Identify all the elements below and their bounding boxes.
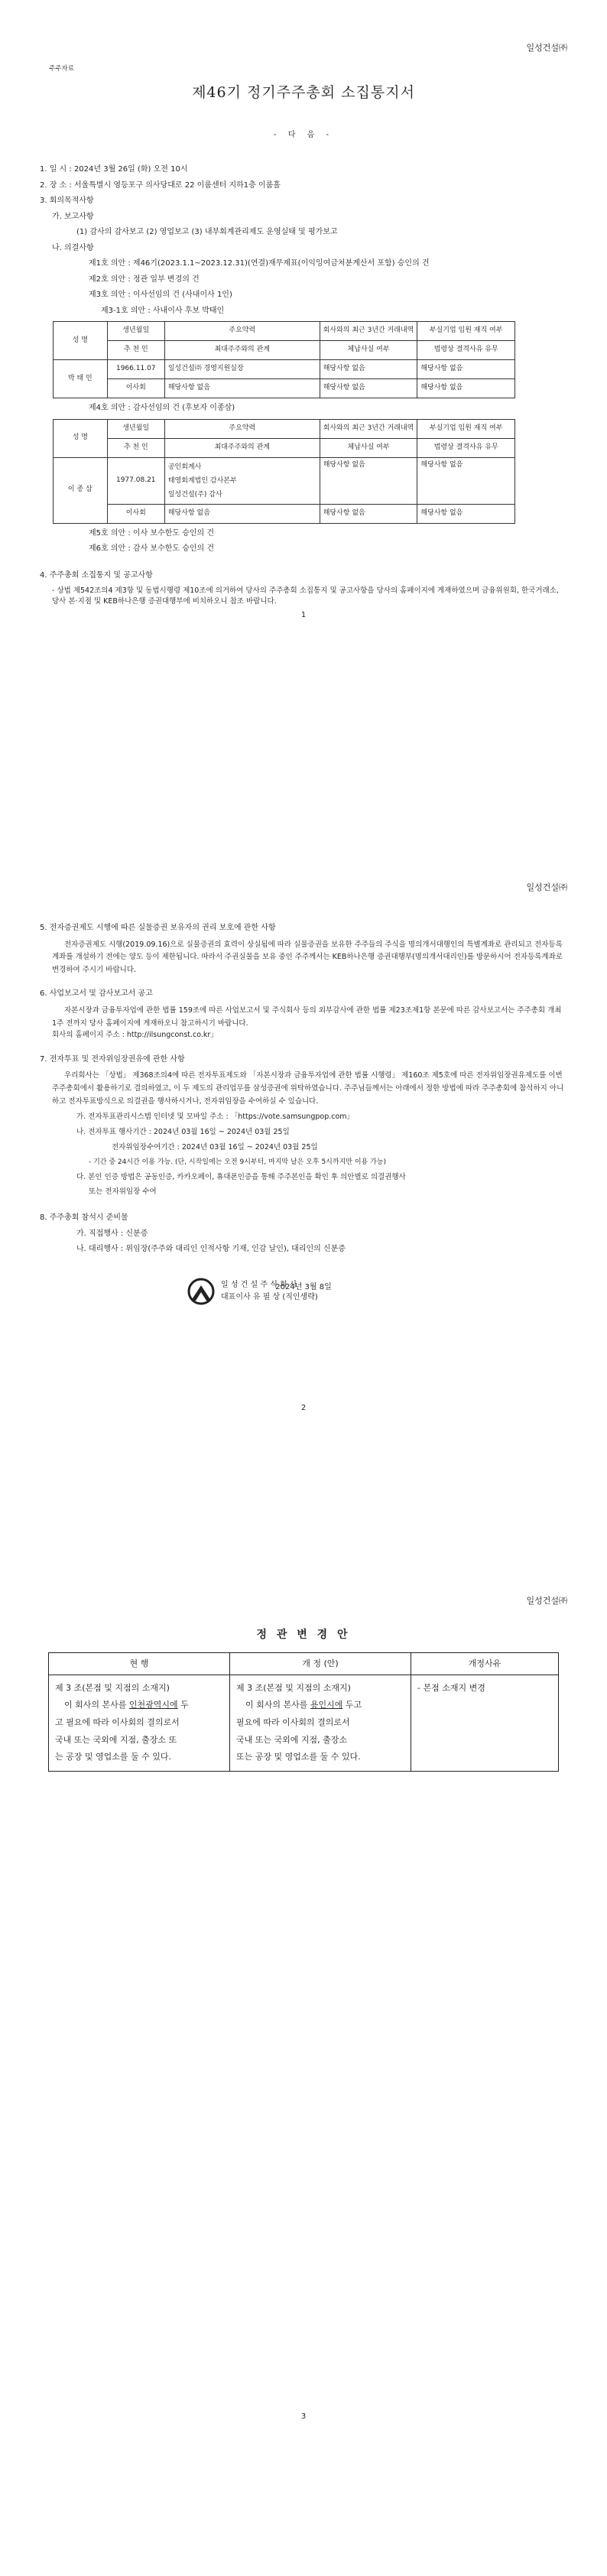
resolution-matters-heading: 나. 의결사항 — [52, 243, 94, 252]
page-2 — [0, 859, 607, 1717]
direct-vote-prep: 가. 직접행사 : 신분증 — [76, 1229, 148, 1238]
amendment-table — [48, 1652, 559, 1772]
page-2-body — [40, 923, 567, 1293]
table-cell: 해당사항 없음 — [320, 504, 417, 523]
candidate-name: 박 태 인 — [54, 360, 108, 398]
agenda-item-1: 제1호 의안 : 제46기(2023.1.1~2023.12.31)(연결)재무제표(이익잉여금처분계산서 포함) 승인의 건 — [89, 259, 430, 268]
table-header: 법령상 결격사유 유무 — [417, 438, 515, 457]
article-line: 또는 공장 및 영업소를 둘 수 있다. — [236, 1752, 361, 1762]
agenda-item-6: 제6호 의안 : 감사 보수한도 승인의 건 — [89, 544, 215, 553]
article-text: 두고 — [342, 1700, 362, 1710]
article-line: 국내 또는 국외에 지점, 출장소 — [236, 1734, 347, 1745]
section-4-body: - 상법 제542조의4 제3항 및 동법시행령 제10조에 의거하여 당사의 주주총회 소집통지 및 공고사항을 당사의 홈페이지에 게재하였으며 금융위원회, 한국거래소, 당사 본·지점 및 KEB하나은행 증권대행부에 비치하오니 참조 바랍니다. — [52, 586, 559, 606]
table-header: 성 명 — [54, 322, 108, 360]
article-line: 는 공장 및 영업소를 둘 수 있다. — [55, 1752, 171, 1762]
agenda-purpose-heading: 3. 회의목적사항 — [40, 197, 94, 205]
page-1 — [0, 0, 607, 859]
article-line — [55, 1697, 223, 1714]
page-number: 3 — [300, 2412, 307, 2421]
table-header: 현 행 — [49, 1653, 230, 1675]
table-cell: 1966.11.07 — [107, 360, 164, 379]
table-header: 회사와의 최근 3년간 거래내역 — [320, 419, 417, 438]
section-7-body: 우리회사는 「상법」 제368조의4에 따른 전자투표제도와 「자본시장과 금융투자업에 관한 법률 시행령」 제160조 제5호에 따른 전자위임장권유제도를 이번 주주총회에서 활용하기로 결의하였고, 이 두 제도의 관리업무를 삼성증권에 위탁하였습니다. 주주님들께서는 아래에서 정한 방법에 따라 주주총회에 참석하지 아니하고 전자투표방식으로 의결권을 행사하시거나, 전자위임장을 수여하실 수 있습니다. — [52, 1071, 564, 1106]
notice-body — [40, 164, 567, 621]
company-tag: 일성건설㈜ — [526, 882, 567, 892]
agenda-datetime: 1. 일 시 : 2024년 3월 26일 (화) 오전 10시 — [40, 165, 188, 174]
page-number: 2 — [300, 1404, 307, 1412]
report-matters-heading: 가. 보고사항 — [52, 212, 94, 221]
article-line: 필요에 따라 이사회의 결의로서 — [236, 1717, 350, 1728]
da-eum-heading: - 다 음 - — [273, 131, 334, 139]
agenda-item-2: 제2호 의안 : 정관 일부 변경의 건 — [89, 274, 200, 284]
table-header: 최대주주와의 관계 — [164, 438, 320, 457]
table-cell: 이사회 — [107, 504, 164, 523]
eproxy-period: 전자위임장수여기간 : 2024년 03월 16일 ~ 2024년 03월 25일 — [112, 1142, 318, 1152]
notice-date: 2024년 3월 8일 — [275, 1282, 332, 1291]
company-signature — [187, 1278, 318, 1305]
report-matters-list: (1) 감사의 감사보고 (2) 영업보고 (3) 내부회계관리제도 운영실태 및 평가보고 — [76, 228, 338, 236]
article-text: 이 회사의 본사를 — [64, 1700, 129, 1710]
agenda-item-3: 제3호 의안 : 이사선임의 건 (사내이사 1인) — [89, 291, 232, 299]
amendment-reason: - 본점 소재지 변경 — [411, 1675, 559, 1771]
article-line: 제 3 조(본점 및 지점의 소재지) — [236, 1682, 351, 1693]
table-cell: 해당사항 없음 — [417, 379, 515, 398]
auditor-candidate-table — [53, 419, 515, 524]
changed-text: 인천광역시에 — [128, 1700, 178, 1710]
section-8-heading: 8. 주주총회 참석시 준비물 — [40, 1213, 128, 1223]
table-header: 개정사유 — [411, 1653, 559, 1675]
evote-address: 가. 전자투표관리시스템 인터넷 및 모바일 주소 : 「https://vote.samsungpop.com」 — [76, 1113, 355, 1122]
table-cell: 해당사항 없음 — [417, 360, 515, 379]
article-text: 이 회사의 본사를 — [245, 1700, 310, 1710]
table-header: 추 천 인 — [107, 438, 164, 457]
evote-period: 나. 전자투표 행사기간 : 2024년 03월 16일 ~ 2024년 03월 25일 — [76, 1128, 290, 1137]
table-cell: 이사회 — [107, 379, 164, 398]
table-header: 체납사실 여부 — [320, 341, 417, 360]
candidate-name: 이 종 삼 — [54, 457, 108, 523]
homepage-url: 회사의 홈페이지 주소 : http://ilsungconst.co.kr」 — [52, 1031, 218, 1040]
agenda-item-3-1: 제3-1호 의안 : 사내이사 후보 박태인 — [101, 306, 225, 315]
table-header: 회사와의 최근 3년간 거래내역 — [320, 322, 417, 341]
current-article — [49, 1675, 230, 1771]
table-header: 생년월일 — [107, 322, 164, 341]
page-3 — [0, 1596, 607, 2576]
auth-method: 다. 본인 인증 방법은 공동인증, 카카오페이, 휴대폰인증을 통해 주주본인을 확인 후 의안별로 의결권행사 — [76, 1172, 406, 1181]
table-cell: 해당사항 없음 — [417, 457, 515, 504]
table-cell: 해당사항 없음 — [164, 504, 320, 523]
changed-text: 용인시에 — [310, 1700, 343, 1710]
table-header: 생년월일 — [107, 419, 164, 438]
page-title: 제46기 정기주주총회 소집통지서 — [192, 84, 415, 101]
new-article — [230, 1675, 411, 1771]
table-header: 주요약력 — [164, 322, 320, 341]
article-line: 제 3 조(본점 및 지점의 소재지) — [55, 1682, 170, 1693]
article-line — [236, 1697, 404, 1714]
table-cell — [164, 457, 320, 504]
auth-method-cont: 또는 전자위임장 수여 — [89, 1187, 157, 1197]
section-7-heading: 7. 전자투표 및 전자위임장권유에 관한 사항 — [40, 1054, 185, 1064]
director-candidate-table — [53, 321, 515, 398]
table-header: 주요약력 — [164, 419, 320, 438]
section-5-body: 전자증권제도 시행(2019.09.16)으로 실물증권의 효력이 상실됨에 따라 실물증권을 보유한 주주들의 주식을 명의개서대행인의 특별계좌로 관리되고 전자등록계좌를 개설하기 전에는 양도 등이 제한됩니다. 따라서 주권실물을 보유 중인 주주께서는 KEB하나은행 증권대행부(명의개서대리인)를 방문하시어 전자등록계좌로 변경하여 주시기 바랍니다. — [52, 940, 563, 974]
agenda-item-5: 제5호 의안 : 이사 보수한도 승인의 건 — [89, 528, 215, 538]
section-6-body: 자본시장과 금융투자업에 관한 법률 159조에 따른 사업보고서 및 주식회사 등의 외부감사에 관한 법률 제23조제1항 본문에 따른 감사보고서는 주주총회 개최 1주 전까지 당사 홈페이지에 게재하오니 참고하시기 바랍니다. — [52, 1005, 562, 1028]
agenda-venue: 2. 장 소 : 서울특별시 영등포구 의사당대로 22 이룸센터 지하1층 이룸홀 — [40, 180, 281, 190]
table-header: 법령상 결격사유 유무 — [417, 341, 515, 360]
page-number: 1 — [300, 610, 307, 619]
table-header: 개 정 (안) — [230, 1653, 411, 1675]
amendment-title: 정 관 변 경 안 — [256, 1629, 351, 1641]
table-cell: 일성건설㈜ 경영지원실장 — [164, 360, 320, 379]
table-header: 성 명 — [54, 419, 108, 457]
table-cell: 해당사항 없음 — [320, 360, 417, 379]
proxy-vote-prep: 나. 대리행사 : 위임장(주주와 대리인 인적사항 기재, 인감 날인), 대리인의 신분증 — [76, 1245, 346, 1254]
table-cell: 해당사항 없음 — [164, 379, 320, 398]
table-cell: 해당사항 없음 — [417, 504, 515, 523]
company-logo-icon — [187, 1278, 215, 1305]
table-header: 부실기업 임원 재직 여부 — [417, 419, 515, 438]
career-line: 태영회계법인 감사본부 — [167, 476, 237, 485]
table-header: 추 천 인 — [107, 341, 164, 360]
evote-hours-note: - 기간 중 24시간 이용 가능. (단, 시작일에는 오전 9시부터, 마지막 날은 오후 5시까지만 이용 가능) — [89, 1158, 386, 1166]
table-header: 부실기업 임원 재직 여부 — [417, 322, 515, 341]
article-text: 두 — [177, 1700, 189, 1710]
ceo-name: 대표이사 유 필 상 (직인생략) — [221, 1293, 318, 1301]
agenda-item-4: 제4호 의안 : 감사선임의 건 (후보자 이종삼) — [89, 404, 235, 412]
company-tag: 일성건설㈜ — [526, 43, 567, 53]
article-line: 국내 또는 국외에 지점, 출장소 또 — [55, 1734, 177, 1745]
career-line: 일성건설(주) 감사 — [167, 490, 222, 499]
career-line: 공인회계사 — [167, 463, 202, 471]
document-code: 주주자료 — [49, 65, 74, 73]
table-cell: 1977.08.21 — [107, 457, 164, 504]
table-cell: 해당사항 없음 — [320, 457, 417, 504]
section-6-heading: 6. 사업보고서 및 감사보고서 공고 — [40, 989, 153, 999]
company-name: 일 성 건 설 주 식 회 사 — [221, 1281, 297, 1289]
table-header: 체납사실 여부 — [320, 438, 417, 457]
section-4-heading: 4. 주주총회 소집통지 및 공고사항 — [40, 570, 153, 580]
table-cell: 해당사항 없음 — [320, 379, 417, 398]
table-header: 최대주주와의 관계 — [164, 341, 320, 360]
section-5-heading: 5. 전자증권제도 시행에 따른 실물증권 보유자의 권리 보호에 관한 사항 — [40, 924, 276, 932]
article-line: 고 필요에 따라 이사회의 결의로서 — [55, 1717, 180, 1728]
company-tag: 일성건설㈜ — [526, 1596, 567, 1606]
